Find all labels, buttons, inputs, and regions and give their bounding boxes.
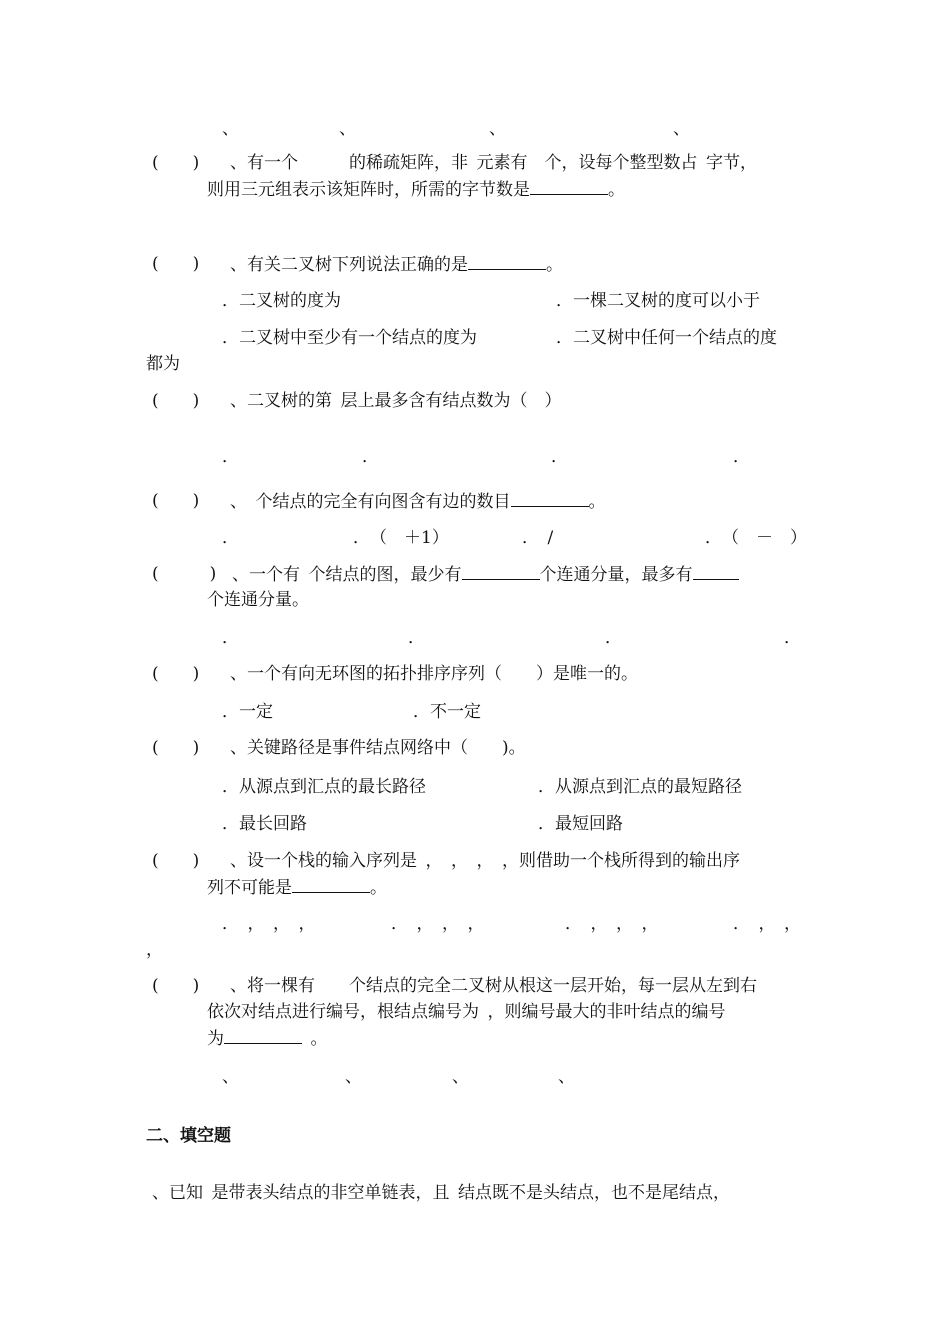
q5-text-line2: 个连通分量。 [207,590,309,610]
option-c-marker: 、 [489,119,506,139]
q8-answer-blank[interactable] [292,876,370,893]
q3-option-b: ． [362,447,379,467]
q6-stem: 、一个有向无环图的拓扑排序序列（ ）是唯一的。 [230,664,638,684]
q2-option-a: ．二叉树的度为 [222,291,341,311]
q5-option-b: ． [408,628,425,648]
q2-stem: 、有关二叉树下列说法正确的是 。 [230,255,563,275]
q4-answer-blank[interactable] [511,490,589,507]
q4-option-a: ． [222,528,239,548]
q1-text-line1: 、有一个 的稀疏矩阵，非 元素有 个，设每个整型数占 字节， [230,153,757,173]
q3-stem: 、二叉树的第 层上最多含有结点数为（ ） [230,391,562,411]
q7-option-b: ．从源点到汇点的最短路径 [538,777,742,797]
q5-answer-blank-min[interactable] [462,563,540,580]
q6-option-a: ．一定 [222,702,273,722]
q7-option-c: ．最长回路 [222,814,307,834]
q4-option-d: ． （ － ） [705,528,807,548]
q9-option-c: 、 [452,1067,469,1087]
q2-answer-blank[interactable] [468,253,546,270]
q4-answer-bracket: ( ) [152,491,200,511]
q9-answer-blank[interactable] [224,1027,302,1044]
q8-answer-bracket: ( ) [152,851,200,871]
option-a-marker: 、 [222,119,239,139]
q8-option-d: ． ， ， [733,914,801,934]
q9-option-b: 、 [345,1067,362,1087]
q3-answer-bracket: ( ) [152,391,200,411]
q8-option-a: ． ， ， ， [222,914,316,934]
q5-answer-bracket: ( ) [152,564,217,584]
q8-option-b: ． ， ， ， [391,914,485,934]
q9-option-a: 、 [222,1067,239,1087]
q8-option-d-cont: ， [146,940,163,960]
option-d-marker: 、 [673,119,690,139]
q5-option-c: ． [605,628,622,648]
q9-text-line1: 、将一棵有 个结点的完全二叉树从根这一层开始，每一层从左到右 [230,976,757,996]
q8-option-c: ． ， ， ， [565,914,659,934]
q5-answer-blank-max[interactable] [693,563,739,580]
q8-text-line1: 、设一个栈的输入序列是 ， ， ， ，则借助一个栈所得到的输出序 [230,851,740,871]
q6-answer-bracket: ( ) [152,664,200,684]
q3-option-d: ． [733,447,750,467]
option-b-marker: 、 [339,119,356,139]
q2-option-d-cont: 都为 [146,354,180,374]
q1-text-line2: 则用三元组表示该矩阵时，所需的字节数是 。 [207,180,625,200]
q7-stem: 、关键路径是事件结点网络中（ )。 [230,738,526,758]
q9-option-d: 、 [558,1067,575,1087]
q4-stem: 、 个结点的完全有向图含有边的数目 。 [230,492,606,512]
q7-option-d: ．最短回路 [538,814,623,834]
q4-option-c: ． / [522,528,554,548]
q9-answer-bracket: ( ) [152,976,200,996]
q4-option-b: ． （ ＋1） [353,528,449,548]
q9-text-line2: 依次对结点进行编号，根结点编号为 ，则编号最大的非叶结点的编号 [207,1002,726,1022]
section-heading-fill-in: 二、填空题 [146,1126,231,1146]
q2-option-c: ．二叉树中至少有一个结点的度为 [222,328,477,348]
q2-answer-bracket: ( ) [152,254,200,274]
fill-q1-text: 、已知 是带表头结点的非空单链表，且 结点既不是头结点，也不是尾结点， [152,1183,730,1203]
q2-option-b: ．一棵二叉树的度可以小于 [556,291,760,311]
q3-option-c: ． [551,447,568,467]
q7-option-a: ．从源点到汇点的最长路径 [222,777,426,797]
q1-answer-blank[interactable] [530,178,608,195]
q1-answer-bracket: ( ) [152,153,200,173]
q5-stem: 、一个有 个结点的图，最少有 个连通分量，最多有 [232,563,739,586]
q2-option-d: ．二叉树中任何一个结点的度 [556,328,777,348]
q8-text-line2: 列不可能是 。 [207,878,387,898]
q3-option-a: ． [222,447,239,467]
q5-option-a: ． [222,628,239,648]
q6-option-b: ．不一定 [413,702,481,722]
q7-answer-bracket: ( ) [152,738,200,758]
q5-option-d: ． [784,628,801,648]
q9-text-line3: 为 。 [207,1029,328,1049]
